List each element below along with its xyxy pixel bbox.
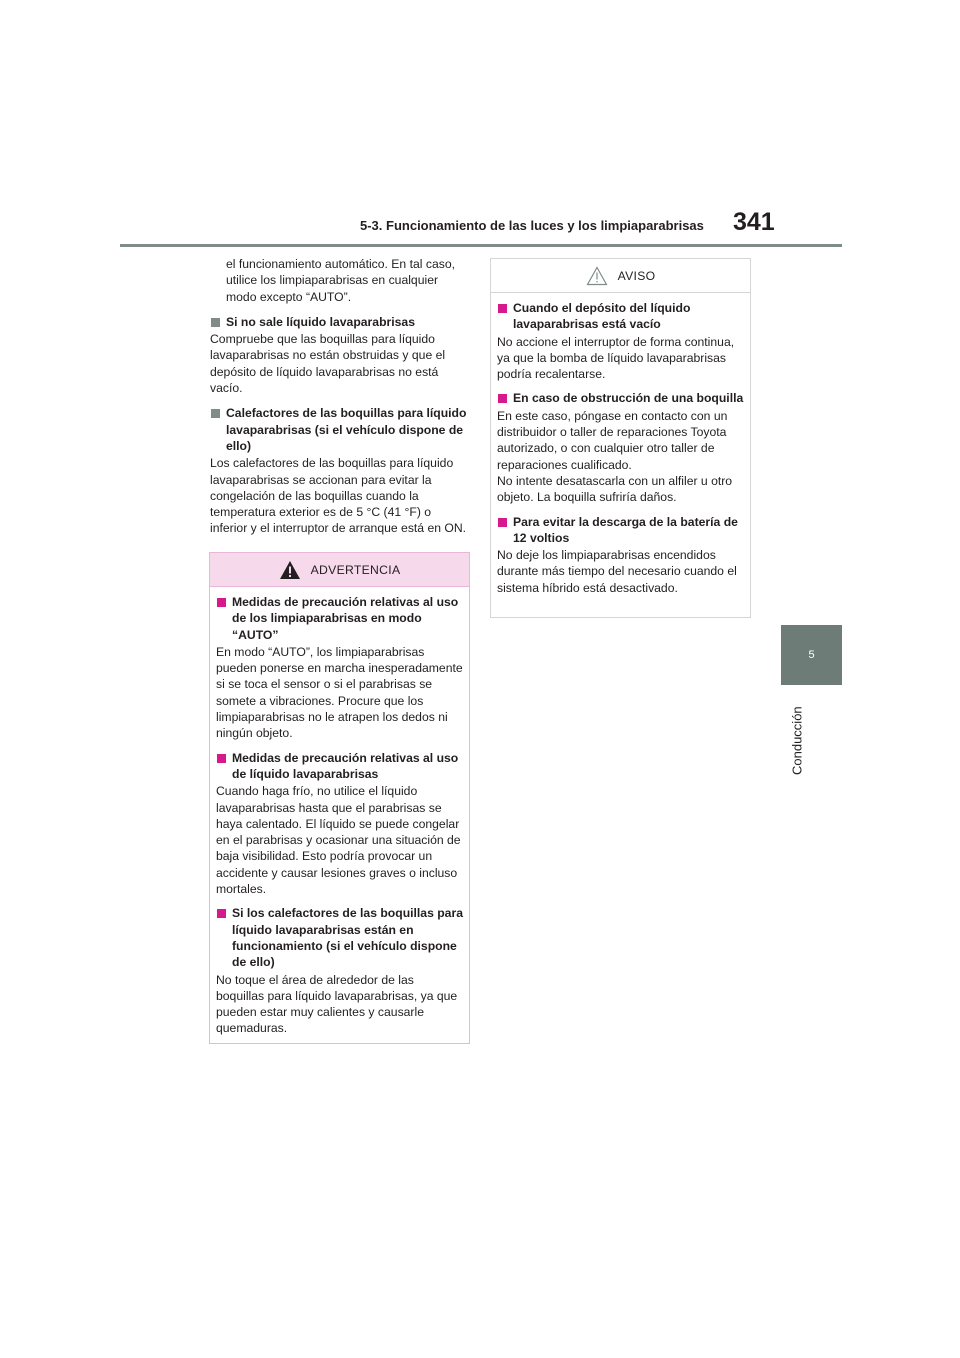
item-text: No intente desatascarla con un alfiler u otro objeto. La boquilla sufriría daños. — [497, 473, 733, 505]
warning-box-header — [210, 553, 469, 587]
warning-box — [209, 552, 470, 1044]
notice-heading: AVISO — [617, 268, 656, 283]
warning-triangle-icon — [279, 560, 301, 580]
item-title — [216, 594, 463, 643]
item-title — [497, 300, 744, 333]
chapter-tab — [781, 625, 842, 685]
chapter-label: Conducción — [789, 706, 805, 775]
square-bullet-icon — [498, 394, 507, 403]
item-title-text: Medidas de precaución relativas al uso de los limpiaparabrisas en modo “AUTO” — [232, 595, 459, 642]
item-title-text: Si no sale líquido lavaparabrisas — [226, 314, 415, 329]
item-title-text: Si los calefactores de las boquillas para líquido lavaparabrisas están en funcionamiento (si el vehículo dispone de ello) — [232, 906, 463, 970]
item-title — [210, 314, 470, 330]
item-text: Compruebe que las boquillas para líquido lavaparabrisas no están obstruidas y que el depósito de líquido lavaparabrisas no está vacío. — [210, 332, 446, 396]
item-title — [210, 405, 470, 454]
item-title — [216, 750, 463, 783]
item-title — [216, 905, 463, 970]
square-bullet-icon — [498, 518, 507, 527]
item-text: No deje los limpiaparabrisas encendidos durante más tiempo del necesario cuando el sistema híbrido está desactivado. — [497, 548, 737, 595]
square-bullet-icon — [498, 304, 507, 313]
page-number: 341 — [733, 208, 775, 236]
intro-paragraph: el funcionamiento automático. En tal caso, utilice los limpiaparabrisas en cualquier modo excepto “AUTO”. — [226, 257, 455, 304]
item-title-text: Para evitar la descarga de la batería de 12 voltios — [513, 514, 738, 545]
chapter-number: 5 — [808, 649, 815, 661]
item-title-text: Cuando el depósito del líquido lavaparabrisas está vacío — [513, 301, 691, 332]
item-title — [497, 390, 744, 406]
square-bullet-icon — [211, 318, 220, 327]
square-bullet-icon — [211, 409, 220, 418]
square-bullet-icon — [217, 598, 226, 607]
item-title-text: Calefactores de las boquillas para líquido lavaparabrisas (si el vehículo dispone de ello) — [226, 406, 467, 453]
item-title-text: Medidas de precaución relativas al uso de líquido lavaparabrisas — [232, 750, 459, 781]
item-text: En este caso, póngase en contacto con un distribuidor o taller de reparaciones Toyota autorizado, o con cualquier otro taller de reparaciones cualificado. — [497, 408, 728, 472]
warning-heading: ADVERTENCIA — [310, 562, 401, 577]
header-section-title: 5-3. Funcionamiento de las luces y los limpiaparabrisas — [360, 218, 704, 233]
item-text: Cuando haga frío, no utilice el líquido lavaparabrisas hasta que el parabrisas se haya calentado. El líquido se puede congelar en el parabrisas y ocasionar una situación de baja visibilidad. Esto podría provocar un accidente y causar lesiones graves o incluso mortales. — [216, 784, 461, 897]
square-bullet-icon — [217, 909, 226, 918]
item-text: En modo “AUTO”, los limpiaparabrisas pueden ponerse en marcha inesperadamente si se toca el sensor o si el parabrisas se somete a vibraciones. Procure que los limpiaparabrisas no le atrapen los dedos ni ningún objeto. — [216, 644, 463, 741]
item-title — [497, 514, 744, 547]
item-text: No toque el área de alrededor de las boquillas para líquido lavaparabrisas, ya que pueden estar muy calientes y causarle quemaduras. — [216, 972, 458, 1036]
item-title-text: En caso de obstrucción de una boquilla — [513, 391, 744, 406]
left-column — [210, 256, 470, 546]
item-text: Los calefactores de las boquillas para líquido lavaparabrisas se accionan para evitar la congelación de las boquillas cuando la temperatura exterior es de 5 °C (41 °F) o inferior y el interruptor de arranque está en ON. — [210, 456, 467, 536]
item-text: No accione el interruptor de forma continua, ya que la bomba de líquido lavaparabrisas podría recalentarse. — [497, 334, 735, 382]
caution-triangle-icon — [586, 266, 608, 286]
header-divider — [120, 244, 842, 247]
notice-box-header — [491, 259, 750, 293]
notice-box — [490, 258, 751, 618]
square-bullet-icon — [217, 754, 226, 763]
warning-box-body — [210, 587, 469, 1051]
notice-box-body — [491, 293, 750, 610]
